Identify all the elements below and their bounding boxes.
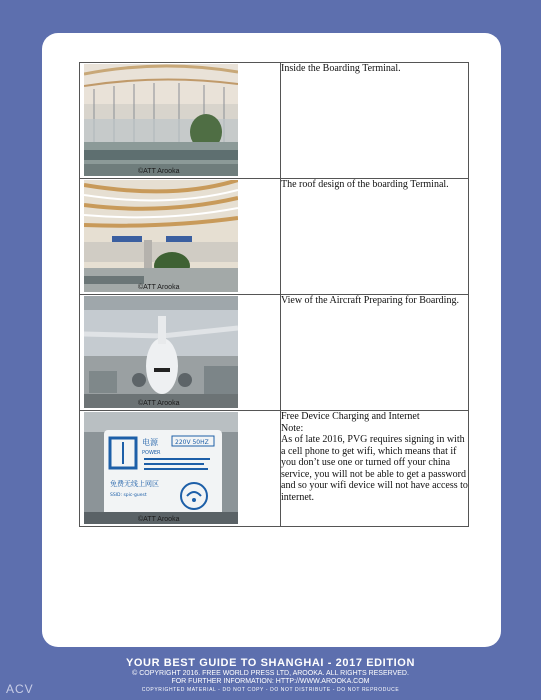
caption-cell: Inside the Boarding Terminal. [281,63,469,179]
charging-station-photo [84,412,238,524]
sign-ssid: SSID: spic-guest [110,493,147,498]
sign-voltage: 220V 50HZ [175,439,209,446]
image-cell [80,63,281,179]
table-row [80,63,469,179]
image-cell [80,295,281,411]
photo-watermark: ©ATT Arooka [138,168,180,175]
caption-cell: The roof design of the boarding Terminal. [281,179,469,295]
footer-info: FOR FURTHER INFORMATION: HTTP://WWW.AROOKA.COM [171,678,370,685]
footer-copyright: © COPYRIGHT 2016. FREE WORLD PRESS LTD, AROOKA. ALL RIGHTS RESERVED. [132,670,409,677]
table-row [80,295,469,411]
caption-note-label: Note: [281,422,304,434]
table-row [80,179,469,295]
table-row [80,411,469,527]
document-page [42,33,501,647]
caption-cell: View of the Aircraft Preparing for Boarding. [281,295,469,411]
caption-note-body: As of late 2016, PVG requires signing in with a cell phone to get wifi, which means that if you don’t use one or turned off your china service, you will not be able to get a password and so your wifi device will not have access to internet. [281,434,468,503]
photo-table [79,62,469,527]
corner-mark: ACV [6,682,34,696]
sign-power-en: POWER [142,450,161,456]
sign-power-cn: 电源 [142,438,158,447]
photo-watermark: ©ATT Arooka [138,284,180,291]
aircraft-photo [84,296,238,408]
image-cell [80,179,281,295]
photo-watermark: ©ATT Arooka [138,400,180,407]
page-footer [0,657,541,694]
caption-title: Free Device Charging and Internet [281,411,420,422]
footer-notice: COPYRIGHTED MATERIAL - DO NOT COPY - DO NOT DISTRIBUTE - DO NOT REPRODUCE [141,687,400,693]
image-cell [80,411,281,527]
footer-title: YOUR BEST GUIDE TO SHANGHAI - 2017 EDITION [125,657,416,669]
photo-watermark: ©ATT Arooka [138,516,180,523]
sign-wifi-cn: 免费无线上网区 [110,480,159,488]
caption-cell [281,411,469,527]
terminal-interior-photo [84,64,238,176]
roof-design-photo [84,180,238,292]
